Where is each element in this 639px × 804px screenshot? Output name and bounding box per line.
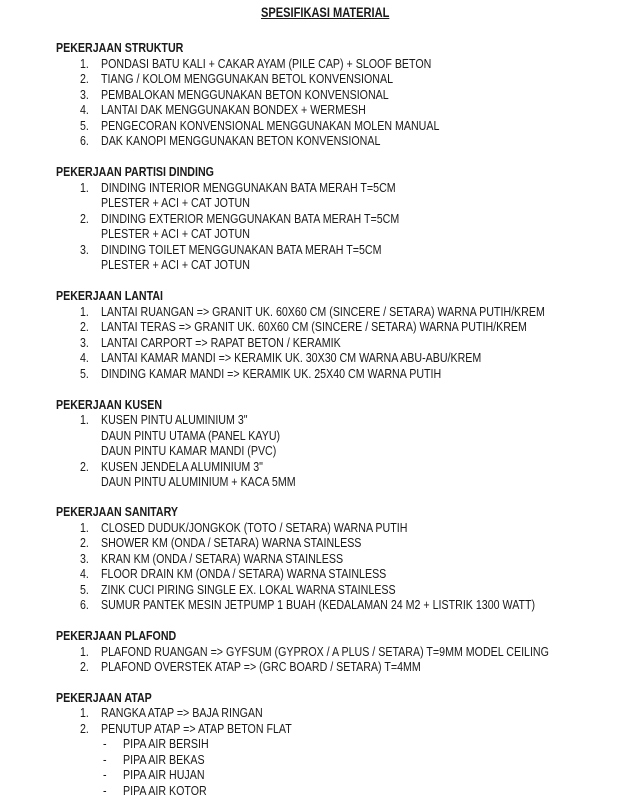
item-number: 2. — [80, 721, 89, 736]
section-heading-lantai: PEKERJAAN LANTAI — [56, 288, 164, 303]
section-heading-plafond: PEKERJAAN PLAFOND — [56, 628, 177, 643]
list-item: LANTAI RUANGAN => GRANIT UK. 60X60 CM (SINCERE / SETARA) WARNA PUTIH/KREM — [101, 304, 545, 319]
list-item: TIANG / KOLOM MENGGUNAKAN BETOL KONVENSIONAL — [101, 71, 394, 86]
document-title: SPESIFIKASI MATERIAL — [261, 5, 390, 20]
item-number: 1. — [80, 705, 89, 720]
item-number: 2. — [80, 211, 89, 226]
item-number: 1. — [80, 644, 89, 659]
bullet-dash: - — [103, 752, 107, 767]
list-item-continuation: DAUN PINTU ALUMINIUM + KACA 5MM — [101, 474, 296, 489]
item-number: 5. — [80, 366, 89, 381]
item-number: 1. — [80, 180, 89, 195]
list-item: PLAFOND OVERSTEK ATAP => (GRC BOARD / SETARA) T=4MM — [101, 659, 421, 674]
item-number: 6. — [80, 597, 89, 612]
item-number: 2. — [80, 71, 89, 86]
bullet-item: PIPA AIR BERSIH — [123, 736, 209, 751]
section-heading-struktur: PEKERJAAN STRUKTUR — [56, 40, 184, 55]
list-item: SHOWER KM (ONDA / SETARA) WARNA STAINLESS — [101, 535, 362, 550]
bullet-item: PIPA AIR BEKAS — [123, 752, 205, 767]
item-number: 6. — [80, 133, 89, 148]
list-item: ZINK CUCI PIRING SINGLE EX. LOKAL WARNA STAINLESS — [101, 582, 396, 597]
bullet-item: PIPA AIR HUJAN — [123, 767, 205, 782]
list-item: RANGKA ATAP => BAJA RINGAN — [101, 705, 263, 720]
item-number: 2. — [80, 659, 89, 674]
list-item: LANTAI KAMAR MANDI => KERAMIK UK. 30X30 CM WARNA ABU-ABU/KREM — [101, 350, 482, 365]
item-number: 3. — [80, 87, 89, 102]
list-item: PONDASI BATU KALI + CAKAR AYAM (PILE CAP) + SLOOF BETON — [101, 56, 432, 71]
item-number: 5. — [80, 582, 89, 597]
item-number: 4. — [80, 102, 89, 117]
item-number: 4. — [80, 566, 89, 581]
item-number: 5. — [80, 118, 89, 133]
item-number: 1. — [80, 56, 89, 71]
list-item: KUSEN PINTU ALUMINIUM 3" — [101, 412, 248, 427]
item-number: 1. — [80, 520, 89, 535]
item-number: 2. — [80, 535, 89, 550]
list-item: LANTAI TERAS => GRANIT UK. 60X60 CM (SINCERE / SETARA) WARNA PUTIH/KREM — [101, 319, 527, 334]
item-number: 1. — [80, 304, 89, 319]
item-number: 1. — [80, 412, 89, 427]
bullet-dash: - — [103, 783, 107, 798]
list-item: DINDING EXTERIOR MENGGUNAKAN BATA MERAH T=5CM — [101, 211, 400, 226]
bullet-dash: - — [103, 736, 107, 751]
section-heading-sanitary: PEKERJAAN SANITARY — [56, 504, 179, 519]
list-item: CLOSED DUDUK/JONGKOK (TOTO / SETARA) WARNA PUTIH — [101, 520, 408, 535]
item-number: 3. — [80, 551, 89, 566]
section-heading-atap: PEKERJAAN ATAP — [56, 690, 152, 705]
list-item: LANTAI CARPORT => RAPAT BETON / KERAMIK — [101, 335, 341, 350]
item-number: 3. — [80, 335, 89, 350]
list-item: SUMUR PANTEK MESIN JETPUMP 1 BUAH (KEDALAMAN 24 M2 + LISTRIK 1300 WATT) — [101, 597, 536, 612]
bullet-item: PIPA AIR KOTOR — [123, 783, 207, 798]
list-item: KRAN KM (ONDA / SETARA) WARNA STAINLESS — [101, 551, 344, 566]
list-item-continuation: PLESTER + ACI + CAT JOTUN — [101, 257, 250, 272]
list-item: LANTAI DAK MENGGUNAKAN BONDEX + WERMESH — [101, 102, 366, 117]
list-item: PENGECORAN KONVENSIONAL MENGGUNAKAN MOLEN MANUAL — [101, 118, 440, 133]
list-item: PEMBALOKAN MENGGUNAKAN BETON KONVENSIONAL — [101, 87, 389, 102]
list-item-continuation: DAUN PINTU KAMAR MANDI (PVC) — [101, 443, 277, 458]
item-number: 3. — [80, 242, 89, 257]
item-number: 2. — [80, 319, 89, 334]
list-item: DINDING TOILET MENGGUNAKAN BATA MERAH T=5CM — [101, 242, 382, 257]
list-item: PENUTUP ATAP => ATAP BETON FLAT — [101, 721, 292, 736]
section-heading-partisi-dinding: PEKERJAAN PARTISI DINDING — [56, 164, 214, 179]
list-item: KUSEN JENDELA ALUMINIUM 3" — [101, 459, 263, 474]
item-number: 2. — [80, 459, 89, 474]
list-item-continuation: PLESTER + ACI + CAT JOTUN — [101, 195, 250, 210]
list-item-continuation: PLESTER + ACI + CAT JOTUN — [101, 226, 250, 241]
list-item: DINDING INTERIOR MENGGUNAKAN BATA MERAH T=5CM — [101, 180, 396, 195]
list-item-continuation: DAUN PINTU UTAMA (PANEL KAYU) — [101, 428, 281, 443]
list-item: FLOOR DRAIN KM (ONDA / SETARA) WARNA STAINLESS — [101, 566, 387, 581]
list-item: DAK KANOPI MENGGUNAKAN BETON KONVENSIONAL — [101, 133, 381, 148]
bullet-dash: - — [103, 767, 107, 782]
list-item: PLAFOND RUANGAN => GYFSUM (GYPROX / A PLUS / SETARA) T=9MM MODEL CEILING — [101, 644, 549, 659]
section-heading-kusen: PEKERJAAN KUSEN — [56, 397, 163, 412]
item-number: 4. — [80, 350, 89, 365]
list-item: DINDING KAMAR MANDI => KERAMIK UK. 25X40 CM WARNA PUTIH — [101, 366, 442, 381]
